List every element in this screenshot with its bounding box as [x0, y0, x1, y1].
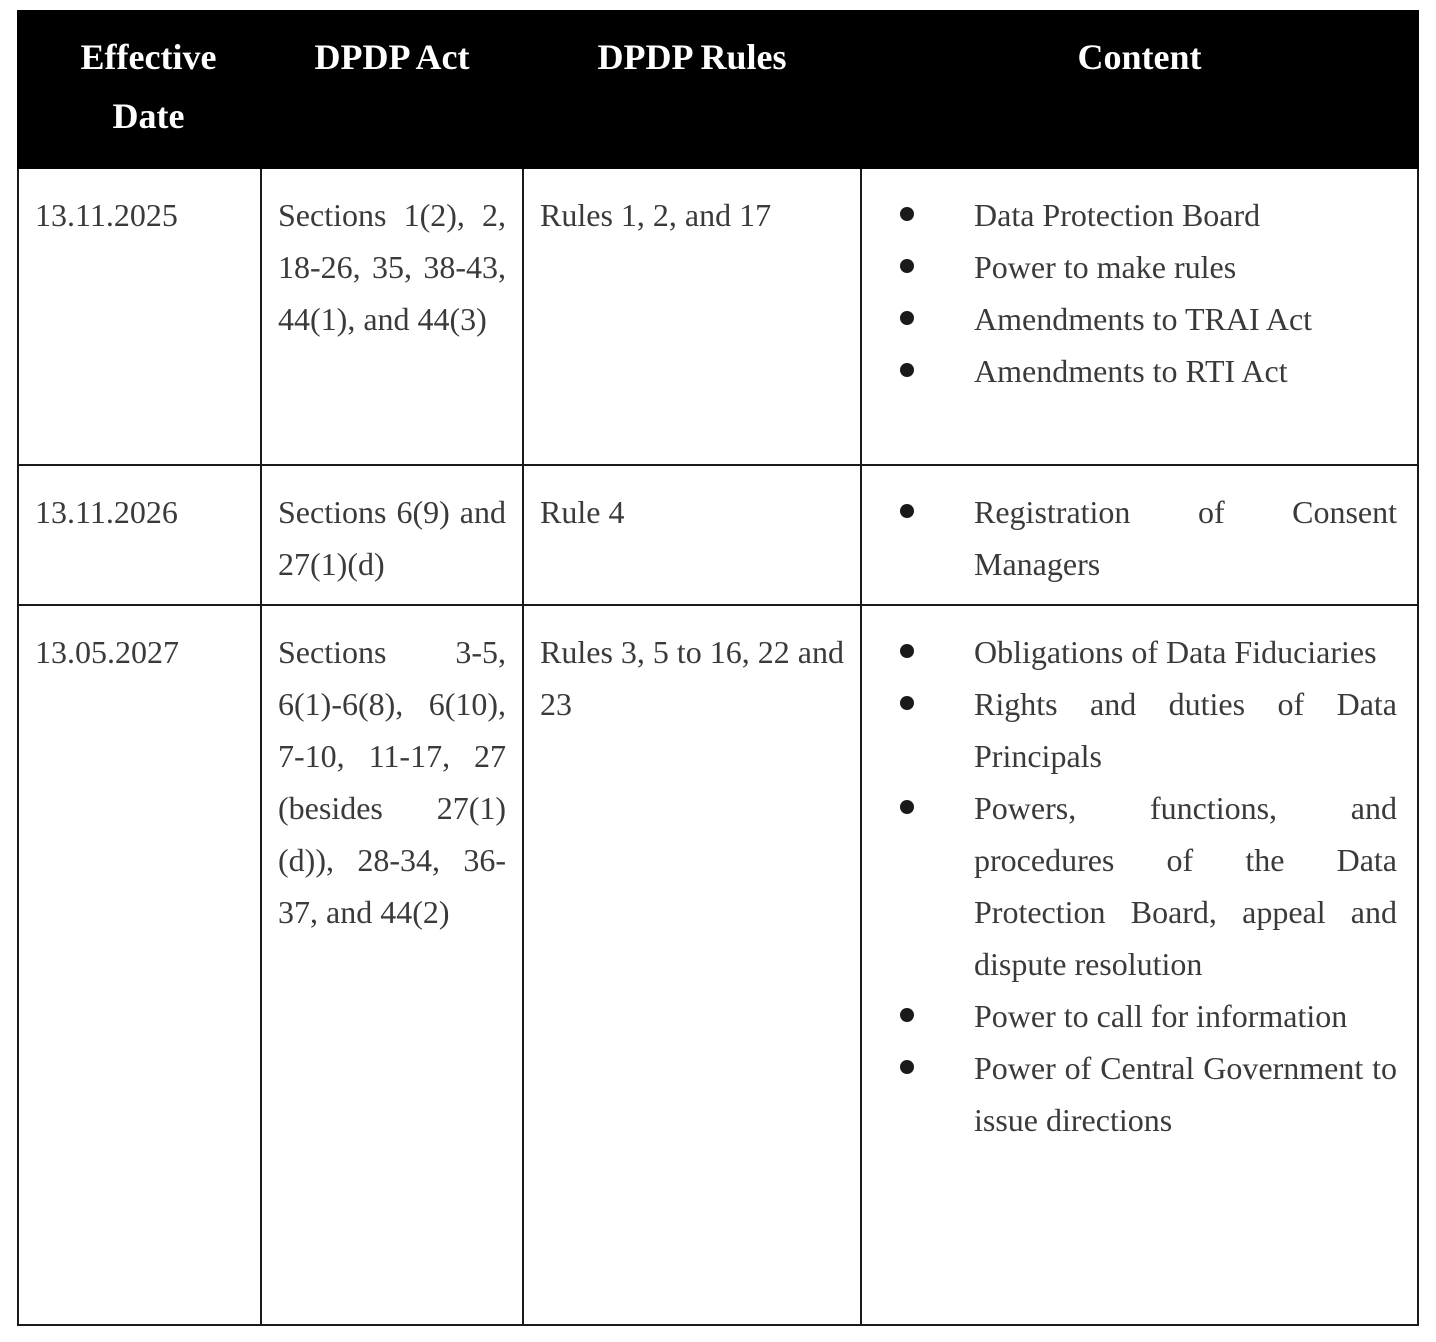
header-content: Content	[861, 11, 1418, 168]
list-item	[862, 189, 1399, 241]
content-list	[862, 486, 1399, 590]
cell-dpdp-rules: Rule 4	[523, 465, 861, 605]
list-item-text: Power to make rules	[974, 249, 1237, 285]
bullet-icon	[900, 800, 914, 814]
list-item-text: Rights and duties of Data Principals	[974, 686, 1397, 774]
bullet-icon	[900, 1008, 914, 1022]
list-item-text: Power to call for information	[974, 998, 1348, 1034]
bullet-icon	[900, 696, 914, 710]
cell-dpdp-act: Sections 6(9) and 27(1)(d)	[261, 465, 523, 605]
list-item-text: Amendments to RTI Act	[974, 353, 1288, 389]
content-list	[862, 189, 1399, 397]
table-body	[18, 168, 1418, 1325]
list-item-text: Amendments to TRAI Act	[974, 301, 1313, 337]
header-row	[18, 11, 1418, 168]
list-item-text: Powers, functions, and procedures of the Data Protection Board, appeal and dispute resolution	[974, 790, 1397, 982]
cell-content	[861, 605, 1418, 1325]
cell-effective-date: 13.05.2027	[18, 605, 261, 1325]
list-item	[862, 486, 1399, 590]
cell-content	[861, 168, 1418, 465]
header-dpdp-act: DPDP Act	[261, 11, 523, 168]
cell-effective-date: 13.11.2026	[18, 465, 261, 605]
list-item-text: Registration of Consent Managers	[974, 494, 1397, 582]
table-row	[18, 465, 1418, 605]
bullet-icon	[900, 504, 914, 518]
cell-content	[861, 465, 1418, 605]
bullet-icon	[900, 363, 914, 377]
cell-dpdp-act: Sections 3-5, 6(1)-6(8), 6(10), 7-10, 11-17, 27 (besides 27(1)(d)), 28-34, 36-37, and 44(2)	[261, 605, 523, 1325]
cell-dpdp-rules: Rules 3, 5 to 16, 22 and 23	[523, 605, 861, 1325]
header-dpdp-rules: DPDP Rules	[523, 11, 861, 168]
bullet-icon	[900, 311, 914, 325]
header-effective-date: Effective Date	[18, 11, 261, 168]
list-item	[862, 990, 1399, 1042]
cell-dpdp-act: Sections 1(2), 2, 18-26, 35, 38-43, 44(1), and 44(3)	[261, 168, 523, 465]
table-header	[18, 11, 1418, 168]
table-row	[18, 605, 1418, 1325]
list-item	[862, 1042, 1399, 1146]
list-item-text: Data Protection Board	[974, 197, 1261, 233]
bullet-icon	[900, 644, 914, 658]
list-item	[862, 293, 1399, 345]
list-item	[862, 345, 1399, 397]
list-item	[862, 626, 1399, 678]
cell-dpdp-rules: Rules 1, 2, and 17	[523, 168, 861, 465]
list-item-text: Power of Central Government to issue directions	[974, 1050, 1397, 1138]
list-item	[862, 241, 1399, 293]
bullet-icon	[900, 207, 914, 221]
content-list	[862, 626, 1399, 1146]
bullet-icon	[900, 259, 914, 273]
cell-effective-date: 13.11.2025	[18, 168, 261, 465]
bullet-icon	[900, 1060, 914, 1074]
implementation-timeline-table	[17, 10, 1419, 1326]
implementation-timeline-table-container	[17, 10, 1417, 1326]
list-item	[862, 678, 1399, 782]
table-row	[18, 168, 1418, 465]
list-item	[862, 782, 1399, 990]
list-item-text: Obligations of Data Fiduciaries	[974, 634, 1377, 670]
